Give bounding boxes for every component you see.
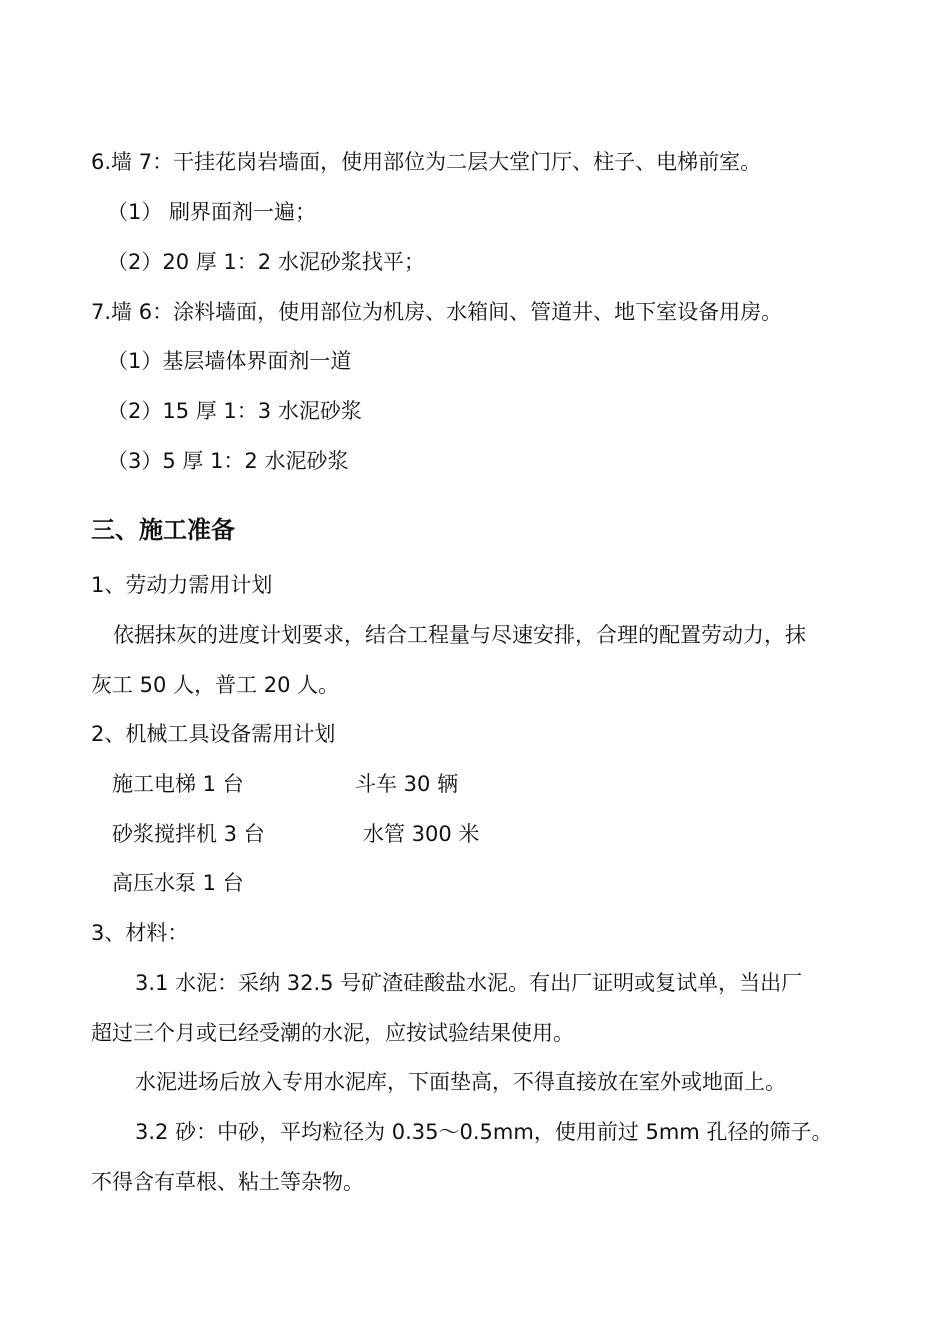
wall7-step-2: （2）20 厚 1：2 水泥砂浆找平； <box>107 250 425 274</box>
cement-line2: 超过三个月或已经受潮的水泥，应按试验结果使用。 <box>91 1021 574 1045</box>
wall6-step-3: （3）5 厚 1：2 水泥砂浆 <box>107 449 349 473</box>
labor-paragraph-line2: 灰工 50 人，普工 20 人。 <box>91 673 340 697</box>
wall7-title: 6.墙 7：干挂花岗岩墙面，使用部位为二层大堂门厅、柱子、电梯前室。 <box>91 150 762 174</box>
wall6-step-2: （2）15 厚 1：3 水泥砂浆 <box>107 399 362 423</box>
wall6-title: 7.墙 6：涂料墙面，使用部位为机房、水箱间、管道井、地下室设备用房。 <box>91 300 783 324</box>
equipment-mixer: 砂浆搅拌机 3 台 <box>112 822 265 846</box>
cement-storage: 水泥进场后放入专用水泥库，下面垫高，不得直接放在室外或地面上。 <box>135 1070 786 1094</box>
wall6-step-1: （1）基层墙体界面剂一道 <box>107 349 352 373</box>
section-heading: 三、施工准备 <box>91 516 235 544</box>
equipment-cart: 斗车 30 辆 <box>355 772 459 796</box>
machinery-title: 2、机械工具设备需用计划 <box>91 722 336 746</box>
wall7-step-1: （1） 刷界面剂一遍； <box>107 200 317 224</box>
sand-line2: 不得含有草根、粘土等杂物。 <box>91 1170 364 1194</box>
equipment-elevator: 施工电梯 1 台 <box>112 772 244 796</box>
cement-line1: 3.1 水泥：采纳 32.5 号矿渣硅酸盐水泥。有出厂证明或复试单，当出厂 <box>135 971 803 995</box>
equipment-pipe: 水管 300 米 <box>363 822 480 846</box>
materials-title: 3、材料： <box>91 921 189 945</box>
labor-paragraph-line1: 依据抹灰的进度计划要求，结合工程量与尽速安排，合理的配置劳动力，抹 <box>113 623 806 647</box>
labor-title: 1、劳动力需用计划 <box>91 573 273 597</box>
equipment-pump: 高压水泵 1 台 <box>112 871 244 895</box>
sand-line1: 3.2 砂：中砂，平均粒径为 0.35～0.5mm，使用前过 5mm 孔径的筛子。 <box>135 1120 833 1144</box>
